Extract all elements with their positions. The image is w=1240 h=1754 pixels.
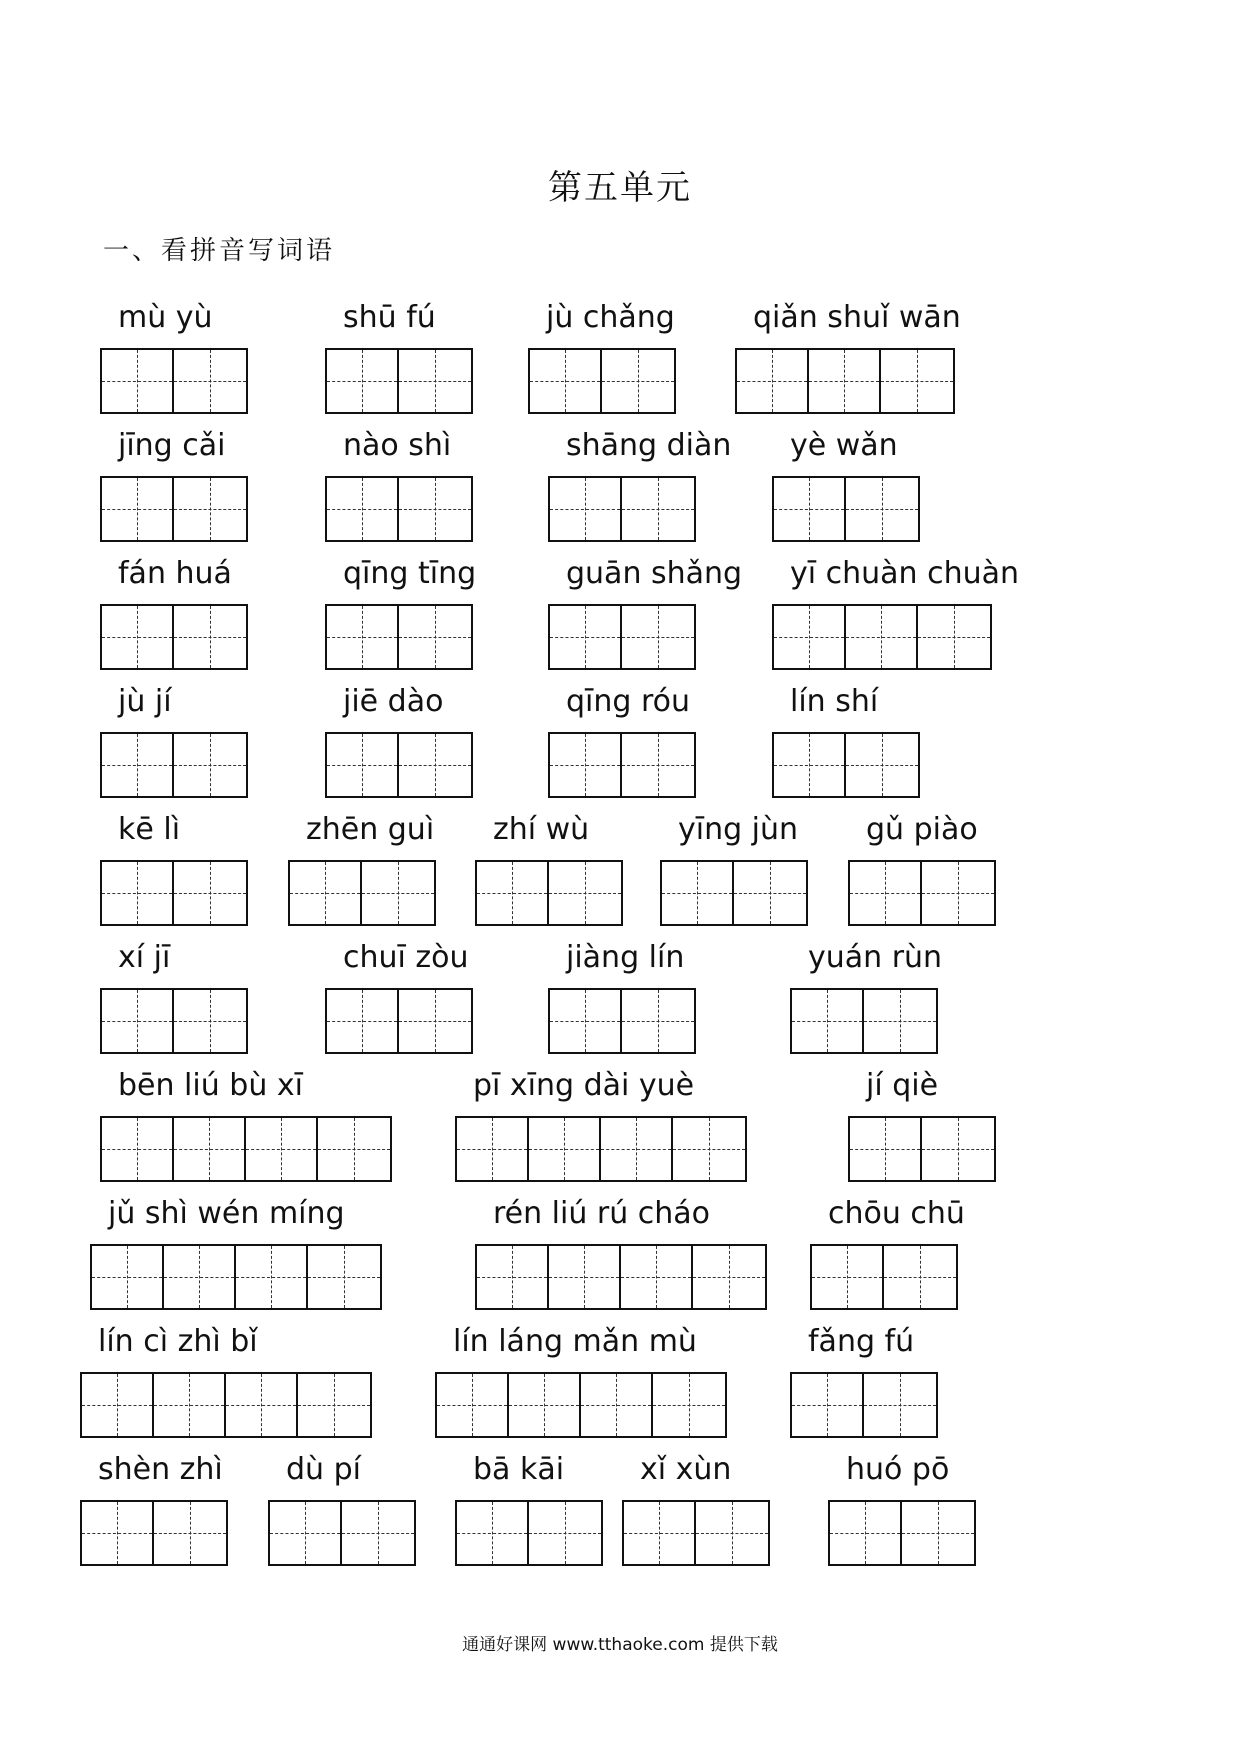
exercise-row [0, 556, 1240, 686]
pinyin-label: chōu chū [828, 1196, 965, 1231]
pinyin-label: zhēn guì [306, 812, 435, 847]
writing-cell[interactable] [246, 1118, 318, 1180]
writing-cell[interactable] [174, 734, 246, 796]
writing-grid[interactable] [772, 604, 992, 670]
pinyin-label: zhí wù [493, 812, 590, 847]
writing-grid[interactable] [475, 1244, 767, 1310]
writing-grid[interactable] [828, 1500, 976, 1566]
writing-cell[interactable] [792, 1374, 864, 1436]
exercise-row [0, 300, 1240, 430]
pinyin-label: pī xīng dài yuè [473, 1068, 695, 1103]
writing-grid[interactable] [80, 1372, 372, 1438]
writing-cell[interactable] [399, 350, 471, 412]
writing-grid[interactable] [325, 604, 473, 670]
section-heading: 一、看拼音写词语 [103, 236, 336, 266]
writing-cell[interactable] [830, 1502, 902, 1564]
pinyin-label: qiǎn shuǐ wān [753, 300, 961, 335]
writing-cell[interactable] [530, 350, 602, 412]
writing-cell[interactable] [624, 1502, 696, 1564]
writing-cell[interactable] [457, 1118, 529, 1180]
writing-cell[interactable] [102, 734, 174, 796]
writing-grid[interactable] [100, 604, 248, 670]
writing-grid[interactable] [622, 1500, 770, 1566]
writing-cell[interactable] [509, 1374, 581, 1436]
writing-grid[interactable] [475, 860, 623, 926]
pinyin-label: nào shì [343, 428, 452, 463]
writing-cell[interactable] [622, 990, 694, 1052]
writing-grid[interactable] [810, 1244, 958, 1310]
writing-grid[interactable] [790, 1372, 938, 1438]
writing-grid[interactable] [100, 732, 248, 798]
writing-grid[interactable] [325, 476, 473, 542]
writing-cell[interactable] [529, 1118, 601, 1180]
writing-grid[interactable] [100, 1116, 392, 1182]
writing-cell[interactable] [318, 1118, 390, 1180]
pinyin-label: yè wǎn [790, 428, 898, 463]
writing-grid[interactable] [100, 988, 248, 1054]
writing-grid[interactable] [735, 348, 955, 414]
pinyin-label: shū fú [343, 300, 436, 335]
writing-cell[interactable] [622, 734, 694, 796]
writing-cell[interactable] [864, 990, 936, 1052]
pinyin-label: lín shí [790, 684, 879, 719]
writing-grid[interactable] [90, 1244, 382, 1310]
pinyin-label: xí jī [118, 940, 171, 975]
writing-cell[interactable] [846, 606, 918, 668]
writing-cell[interactable] [164, 1246, 236, 1308]
writing-cell[interactable] [298, 1374, 370, 1436]
writing-cell[interactable] [399, 734, 471, 796]
writing-grid[interactable] [548, 988, 696, 1054]
writing-grid[interactable] [548, 604, 696, 670]
writing-cell[interactable] [290, 862, 362, 924]
writing-cell[interactable] [774, 478, 846, 540]
pinyin-label: yīng jùn [678, 812, 799, 847]
writing-grid[interactable] [100, 476, 248, 542]
pinyin-label: bā kāi [473, 1452, 565, 1487]
writing-cell[interactable] [477, 862, 549, 924]
writing-cell[interactable] [864, 1374, 936, 1436]
writing-cell[interactable] [270, 1502, 342, 1564]
pinyin-label: yī chuàn chuàn [790, 556, 1019, 591]
writing-cell[interactable] [846, 478, 918, 540]
writing-cell[interactable] [174, 862, 246, 924]
exercise-row [0, 1196, 1240, 1326]
pinyin-label: huó pō [846, 1452, 950, 1487]
pinyin-label: jí qiè [866, 1068, 939, 1103]
writing-cell[interactable] [399, 606, 471, 668]
writing-cell[interactable] [154, 1374, 226, 1436]
writing-grid[interactable] [80, 1500, 228, 1566]
writing-cell[interactable] [327, 734, 399, 796]
pinyin-label: lín láng mǎn mù [453, 1324, 697, 1359]
writing-cell[interactable] [850, 1118, 922, 1180]
pinyin-label: gǔ piào [866, 812, 978, 847]
writing-cell[interactable] [174, 350, 246, 412]
pinyin-label: jù chǎng [546, 300, 675, 335]
writing-cell[interactable] [457, 1502, 529, 1564]
writing-cell[interactable] [774, 606, 846, 668]
footer-note: 通通好课网 www.tthaoke.com 提供下载 [462, 1635, 778, 1655]
writing-cell[interactable] [529, 1502, 601, 1564]
writing-grid[interactable] [772, 476, 920, 542]
writing-cell[interactable] [734, 862, 806, 924]
writing-cell[interactable] [362, 862, 434, 924]
writing-cell[interactable] [696, 1502, 768, 1564]
writing-cell[interactable] [846, 734, 918, 796]
writing-cell[interactable] [581, 1374, 653, 1436]
writing-grid[interactable] [660, 860, 808, 926]
exercise-row [0, 1068, 1240, 1198]
writing-grid[interactable] [100, 860, 248, 926]
page-title: 第五单元 [548, 168, 692, 208]
writing-cell[interactable] [102, 862, 174, 924]
writing-grid[interactable] [455, 1116, 747, 1182]
exercise-row [0, 684, 1240, 814]
writing-cell[interactable] [174, 478, 246, 540]
writing-cell[interactable] [693, 1246, 765, 1308]
pinyin-label: jiē dào [343, 684, 444, 719]
writing-cell[interactable] [850, 862, 922, 924]
exercise-row [0, 428, 1240, 558]
writing-cell[interactable] [601, 1118, 673, 1180]
pinyin-label: qīng tīng [343, 556, 477, 591]
writing-cell[interactable] [102, 350, 174, 412]
writing-cell[interactable] [622, 478, 694, 540]
writing-cell[interactable] [550, 990, 622, 1052]
writing-cell[interactable] [673, 1118, 745, 1180]
writing-cell[interactable] [902, 1502, 974, 1564]
writing-cell[interactable] [174, 606, 246, 668]
pinyin-label: mù yù [118, 300, 213, 335]
writing-cell[interactable] [662, 862, 734, 924]
writing-cell[interactable] [922, 862, 994, 924]
pinyin-label: jīng cǎi [118, 428, 226, 463]
writing-cell[interactable] [884, 1246, 956, 1308]
pinyin-label: kē lì [118, 812, 181, 847]
writing-cell[interactable] [881, 350, 953, 412]
writing-grid[interactable] [528, 348, 676, 414]
exercise-row [0, 1452, 1240, 1582]
writing-cell[interactable] [774, 734, 846, 796]
writing-cell[interactable] [82, 1502, 154, 1564]
writing-grid[interactable] [548, 476, 696, 542]
writing-cell[interactable] [327, 990, 399, 1052]
writing-cell[interactable] [792, 990, 864, 1052]
writing-cell[interactable] [550, 734, 622, 796]
writing-cell[interactable] [236, 1246, 308, 1308]
writing-grid[interactable] [268, 1500, 416, 1566]
writing-cell[interactable] [308, 1246, 380, 1308]
writing-cell[interactable] [82, 1374, 154, 1436]
pinyin-label: shāng diàn [566, 428, 732, 463]
writing-cell[interactable] [550, 606, 622, 668]
writing-cell[interactable] [653, 1374, 725, 1436]
pinyin-label: jiàng lín [566, 940, 685, 975]
pinyin-label: chuī zòu [343, 940, 469, 975]
writing-cell[interactable] [174, 990, 246, 1052]
writing-cell[interactable] [154, 1502, 226, 1564]
writing-grid[interactable] [435, 1372, 727, 1438]
pinyin-label: fǎng fú [808, 1324, 915, 1359]
pinyin-label: xǐ xùn [640, 1452, 732, 1487]
writing-cell[interactable] [174, 1118, 246, 1180]
writing-grid[interactable] [548, 732, 696, 798]
exercise-row [0, 940, 1240, 1070]
writing-cell[interactable] [602, 350, 674, 412]
exercise-row [0, 812, 1240, 942]
writing-cell[interactable] [737, 350, 809, 412]
writing-grid[interactable] [790, 988, 938, 1054]
pinyin-label: fán huá [118, 556, 232, 591]
writing-cell[interactable] [327, 478, 399, 540]
writing-cell[interactable] [812, 1246, 884, 1308]
writing-grid[interactable] [100, 348, 248, 414]
pinyin-label: jǔ shì wén míng [108, 1196, 345, 1231]
writing-grid[interactable] [848, 1116, 996, 1182]
writing-cell[interactable] [102, 606, 174, 668]
writing-cell[interactable] [327, 350, 399, 412]
writing-cell[interactable] [549, 862, 621, 924]
writing-cell[interactable] [437, 1374, 509, 1436]
writing-cell[interactable] [102, 990, 174, 1052]
writing-cell[interactable] [622, 606, 694, 668]
writing-cell[interactable] [102, 1118, 174, 1180]
writing-cell[interactable] [102, 478, 174, 540]
pinyin-label: shèn zhì [98, 1452, 223, 1487]
pinyin-label: lín cì zhì bǐ [98, 1324, 258, 1359]
pinyin-label: dù pí [286, 1452, 361, 1487]
pinyin-label: bēn liú bù xī [118, 1068, 303, 1103]
writing-cell[interactable] [621, 1246, 693, 1308]
exercise-row [0, 1324, 1240, 1454]
writing-grid[interactable] [848, 860, 996, 926]
writing-grid[interactable] [772, 732, 920, 798]
writing-cell[interactable] [550, 478, 622, 540]
pinyin-label: yuán rùn [808, 940, 943, 975]
writing-cell[interactable] [809, 350, 881, 412]
pinyin-label: rén liú rú cháo [493, 1196, 711, 1231]
writing-cell[interactable] [226, 1374, 298, 1436]
writing-grid[interactable] [455, 1500, 603, 1566]
writing-cell[interactable] [477, 1246, 549, 1308]
writing-cell[interactable] [918, 606, 990, 668]
writing-cell[interactable] [327, 606, 399, 668]
writing-cell[interactable] [92, 1246, 164, 1308]
pinyin-label: qīng róu [566, 684, 691, 719]
writing-grid[interactable] [288, 860, 436, 926]
pinyin-label: guān shǎng [566, 556, 743, 591]
writing-cell[interactable] [399, 990, 471, 1052]
writing-cell[interactable] [342, 1502, 414, 1564]
writing-cell[interactable] [399, 478, 471, 540]
writing-grid[interactable] [325, 988, 473, 1054]
writing-grid[interactable] [325, 348, 473, 414]
writing-grid[interactable] [325, 732, 473, 798]
writing-cell[interactable] [549, 1246, 621, 1308]
writing-cell[interactable] [922, 1118, 994, 1180]
pinyin-label: jù jí [118, 684, 172, 719]
